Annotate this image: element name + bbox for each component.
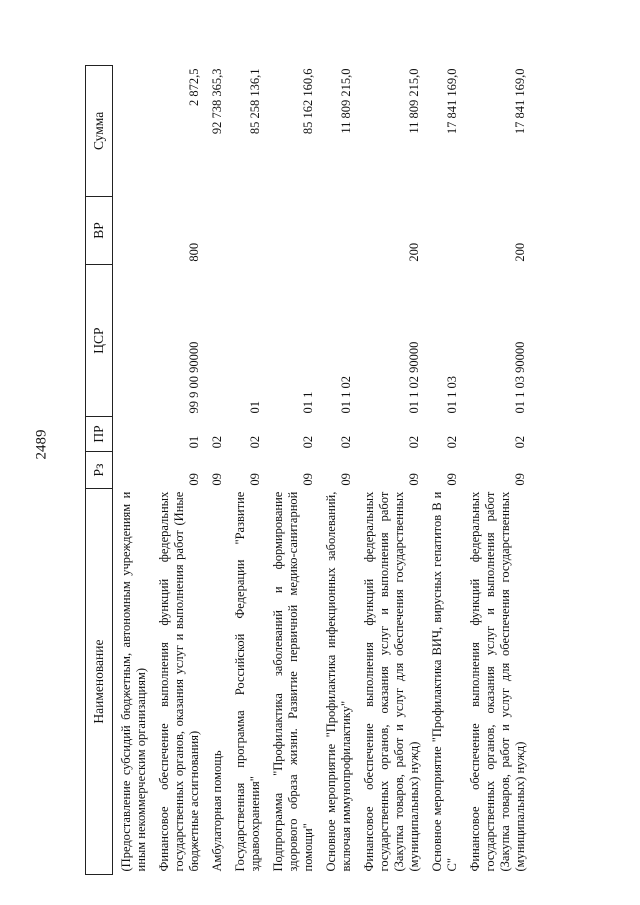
row-name: Финансовое обеспечение выполнения функций федеральных государственных органов, оказания услуг и выполнения работ (Закупка товаров, работ и услуг для обеспечения государственных (муниципальных) нужд) bbox=[362, 491, 421, 872]
table-row bbox=[151, 66, 204, 875]
table-row bbox=[424, 66, 462, 875]
header-name: Наименование bbox=[86, 489, 113, 875]
row-sum: 2 872,5 bbox=[187, 68, 201, 106]
row-rz: 09 bbox=[339, 473, 353, 486]
row-sum bbox=[113, 66, 152, 197]
header-row bbox=[86, 66, 113, 875]
row-pr: 02 bbox=[339, 435, 353, 449]
row-csr: 01 bbox=[248, 401, 262, 414]
table-row bbox=[318, 66, 356, 875]
row-name: Основное мероприятие "Профилактика инфекционных заболеваний, включая иммунопрофилактику" bbox=[324, 491, 353, 872]
row-rz: 09 bbox=[513, 473, 527, 486]
row-name: Государственная программа Российской Федерации "Развитие здравоохранения" bbox=[233, 491, 262, 872]
row-name: Финансовое обеспечение выполнения функций федеральных государственных органов, оказания услуг и выполнения работ (Закупка товаров, работ и услуг для обеспечения государственных (муниципальных) нужд) bbox=[468, 491, 527, 872]
row-pr: 02 bbox=[248, 435, 262, 449]
row-csr: 99 9 00 90000 bbox=[187, 341, 201, 414]
row-sum: 85 258 136,1 bbox=[248, 68, 262, 135]
header-sum: Сумма bbox=[86, 66, 113, 197]
row-pr: 02 bbox=[513, 435, 527, 449]
row-name: Финансовое обеспечение выполнения функций федеральных государственных органов, оказания услуг и выполнения работ (Иные бюджетные ассигнования) bbox=[157, 491, 201, 872]
row-vr bbox=[424, 196, 462, 264]
header-pr: ПР bbox=[86, 417, 113, 452]
row-csr: 01 1 02 bbox=[339, 376, 353, 414]
row-name: Основное мероприятие "Профилактика ВИЧ, вирусных гепатитов В и С" bbox=[430, 491, 459, 872]
row-sum: 11 809 215,0 bbox=[339, 68, 353, 134]
row-name: Амбулаторная помощь bbox=[210, 750, 224, 872]
row-rz: 09 bbox=[210, 473, 224, 486]
header-vr: ВР bbox=[86, 196, 113, 264]
budget-table bbox=[85, 65, 530, 875]
row-pr bbox=[113, 417, 152, 452]
table-row bbox=[356, 66, 424, 875]
table-row bbox=[113, 66, 152, 875]
row-rz: 09 bbox=[301, 473, 315, 486]
row-vr bbox=[265, 196, 318, 264]
row-sum: 92 738 365,3 bbox=[210, 68, 224, 135]
row-pr: 02 bbox=[301, 435, 315, 449]
row-vr bbox=[318, 196, 356, 264]
row-sum: 11 809 215,0 bbox=[407, 68, 421, 134]
table-row bbox=[227, 66, 265, 875]
row-pr: 02 bbox=[407, 435, 421, 449]
row-rz: 09 bbox=[187, 473, 201, 486]
table-row bbox=[265, 66, 318, 875]
row-vr: 200 bbox=[407, 242, 421, 262]
row-csr: 01 1 bbox=[301, 391, 315, 414]
row-vr bbox=[113, 196, 152, 264]
table-row bbox=[462, 66, 530, 875]
header-csr: ЦСР bbox=[86, 265, 113, 417]
row-sum: 85 162 160,6 bbox=[301, 68, 315, 135]
page-number: 2489 bbox=[33, 429, 50, 460]
table-row bbox=[204, 66, 227, 875]
row-vr bbox=[227, 196, 265, 264]
rotated-page bbox=[85, 65, 625, 875]
row-name: Подпрограмма "Профилактика заболеваний и формирование здорового образа жизни. Развитие первичной медико-санитарной помощи" bbox=[271, 491, 315, 872]
row-pr: 01 bbox=[187, 435, 201, 449]
row-sum: 17 841 169,0 bbox=[445, 68, 459, 135]
row-vr bbox=[204, 196, 227, 264]
row-csr bbox=[113, 265, 152, 417]
row-rz: 09 bbox=[407, 473, 421, 486]
row-sum: 17 841 169,0 bbox=[513, 68, 527, 135]
row-csr bbox=[204, 265, 227, 417]
row-vr: 200 bbox=[513, 242, 527, 262]
row-csr: 01 1 03 bbox=[445, 376, 459, 414]
header-rz: Рз bbox=[86, 451, 113, 488]
row-csr: 01 1 03 90000 bbox=[513, 341, 527, 414]
row-pr: 02 bbox=[445, 435, 459, 449]
row-rz: 09 bbox=[445, 473, 459, 486]
row-rz bbox=[113, 451, 152, 488]
row-vr: 800 bbox=[187, 242, 201, 262]
row-csr: 01 1 02 90000 bbox=[407, 341, 421, 414]
row-rz: 09 bbox=[248, 473, 262, 486]
row-name: (Предоставление субсидий бюджетным, автономным учреждениям и иным некоммерческим организациям) bbox=[119, 491, 148, 872]
row-pr: 02 bbox=[210, 435, 224, 449]
